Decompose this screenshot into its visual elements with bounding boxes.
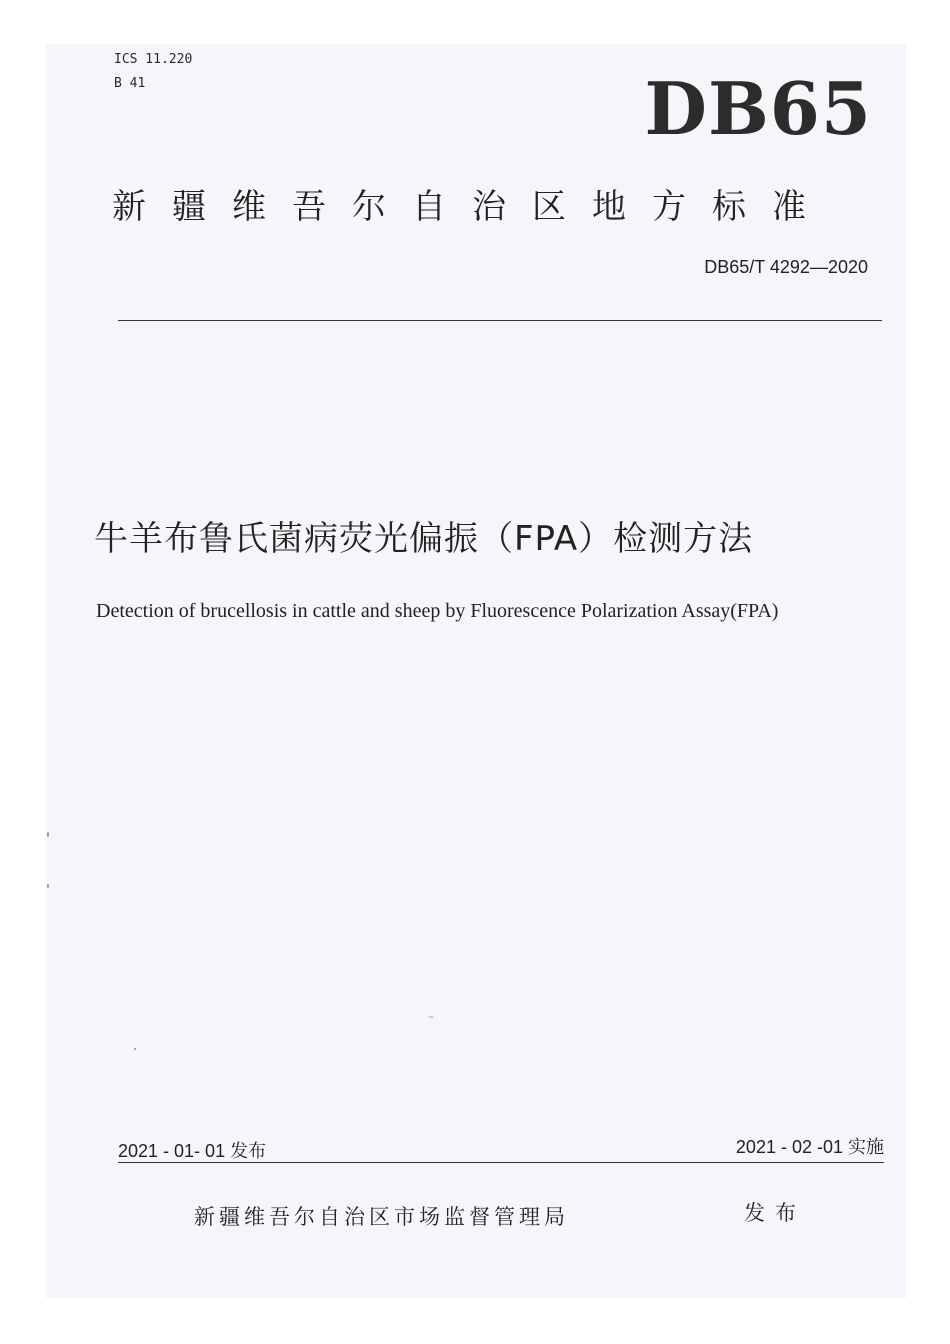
document-page: [46, 44, 906, 1298]
top-divider: [118, 320, 882, 321]
chinese-title: 牛羊布鲁氏菌病荧光偏振（FPA）检测方法: [94, 519, 754, 559]
english-title: Detection of brucellosis in cattle and sheep by Fluorescence Polarization Assay(FPA): [96, 600, 779, 622]
ics-code: ICS 11.220: [114, 52, 193, 67]
standard-number: DB65/T 4292—2020: [704, 257, 868, 277]
ccs-code: B 41: [114, 76, 146, 91]
issuing-authority: 新疆维吾尔自治区市场监督管理局: [194, 1205, 569, 1229]
issue-action-label: 发布: [744, 1201, 806, 1225]
bottom-divider: [118, 1162, 884, 1163]
scan-speck: [134, 1048, 136, 1050]
scan-speck: [428, 1016, 434, 1018]
db-logo: DB65: [644, 66, 872, 151]
scan-speck: [47, 832, 49, 837]
standard-type-label: 新疆维吾尔自治区地方标准: [112, 187, 832, 227]
implementation-date: 2021 - 02 -01 实施: [735, 1137, 884, 1157]
classification-codes: [114, 48, 192, 96]
scan-speck: [47, 884, 49, 888]
issue-date: 2021 - 01- 01 发布: [118, 1141, 267, 1161]
